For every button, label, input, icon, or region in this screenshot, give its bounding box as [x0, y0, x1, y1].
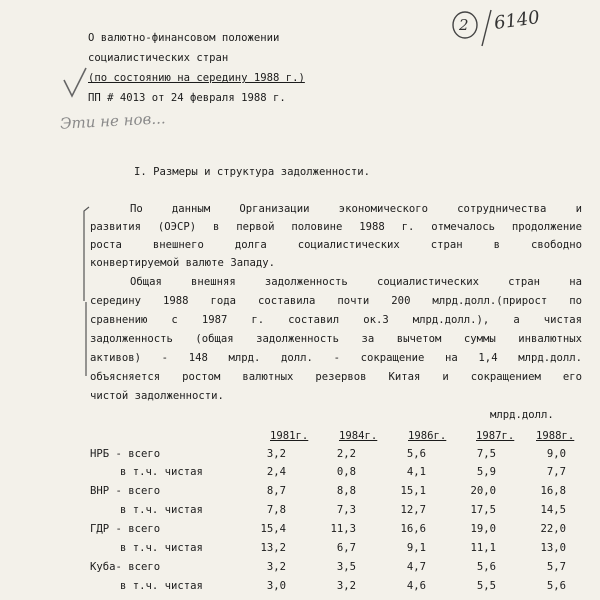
table-cell: 7,3: [336, 504, 356, 516]
table-cell: 4,7: [406, 561, 426, 573]
table-cell: 20,0: [470, 485, 496, 497]
table-cell: 11,3: [330, 523, 356, 535]
table-cell: 7,7: [546, 466, 566, 478]
table-cell: 6,7: [336, 542, 356, 554]
p2-line-7: чистой задолженности.: [90, 390, 224, 402]
row-label-vnr-total: ВНР - всего: [90, 485, 161, 497]
table-unit: млрд.долл.: [490, 409, 554, 421]
p2-line-4: задолженность (общая задолженность за вычетом суммы инвалютных: [90, 333, 582, 345]
table-cell: 12,7: [400, 504, 426, 516]
table-cell: 7,5: [476, 448, 496, 460]
col-header-1987: 1987г.: [476, 430, 515, 442]
table-cell: 8,7: [266, 485, 286, 497]
col-header-1984: 1984г.: [339, 430, 378, 442]
archive-code: 6140: [492, 6, 542, 35]
table-cell: 14,5: [540, 504, 566, 516]
table-cell: 9,0: [546, 448, 566, 460]
table-cell: 5,6: [546, 580, 566, 592]
row-label-nrb-total: НРБ - всего: [90, 448, 161, 460]
doc-title-line-2: социалистических стран: [88, 52, 229, 64]
table-cell: 4,6: [406, 580, 426, 592]
p2-line-5: активов) - 148 млрд. долл. - сокращение на 1,4 млрд.долл.: [90, 352, 582, 364]
table-cell: 3,0: [266, 580, 286, 592]
table-cell: 7,8: [266, 504, 286, 516]
table-cell: 8,8: [336, 485, 356, 497]
row-label-gdr-net: в т.ч. чистая: [120, 542, 203, 554]
col-header-1988: 1988г.: [536, 430, 575, 442]
table-cell: 19,0: [470, 523, 496, 535]
table-cell: 5,7: [546, 561, 566, 573]
row-label-nrb-net: в т.ч. чистая: [120, 466, 203, 478]
table-cell: 13,2: [260, 542, 286, 554]
checkmark-icon: [60, 66, 90, 102]
table-cell: 9,1: [406, 542, 426, 554]
p1-line-3: роста внешнего долга социалистических стран в свободно: [90, 239, 582, 251]
p1-line-2: развития (ОЭСР) в первой половине 1988 г. отмечалось продолжение: [90, 221, 582, 233]
table-cell: 15,4: [260, 523, 286, 535]
table-cell: 13,0: [540, 542, 566, 554]
table-cell: 2,2: [336, 448, 356, 460]
margin-note: Эти не нов...: [59, 109, 167, 133]
doc-title-line-1: О валютно-финансовом положении: [88, 32, 280, 44]
section-heading: I. Размеры и структура задолженности.: [134, 166, 370, 178]
table-cell: 3,2: [266, 561, 286, 573]
p1-line-1: По данным Организации экономического сотрудничества и: [130, 203, 582, 215]
table-cell: 11,1: [470, 542, 496, 554]
archive-number: 2: [459, 16, 469, 34]
table-cell: 5,5: [476, 580, 496, 592]
table-cell: 17,5: [470, 504, 496, 516]
col-header-1981: 1981г.: [270, 430, 309, 442]
p1-line-4: конвертируемой валюте Западу.: [90, 257, 275, 269]
table-cell: 5,6: [406, 448, 426, 460]
table-cell: 16,6: [400, 523, 426, 535]
table-cell: 3,2: [266, 448, 286, 460]
table-cell: 5,6: [476, 561, 496, 573]
col-header-1986: 1986г.: [408, 430, 447, 442]
table-cell: 5,9: [476, 466, 496, 478]
row-label-gdr-total: ГДР - всего: [90, 523, 161, 535]
row-label-cuba-total: Куба- всего: [90, 561, 161, 573]
table-cell: 3,5: [336, 561, 356, 573]
p2-line-2: середину 1988 года составила почти 200 млрд.долл.(прирост по: [90, 295, 582, 307]
p2-line-3: сравнению с 1987 г. составил ок.3 млрд.долл.), а чистая: [90, 314, 582, 326]
p2-line-1: Общая внешняя задолженность социалистических стран на: [130, 276, 582, 288]
doc-title-line-3: (по состоянию на середину 1988 г.): [88, 72, 305, 84]
table-cell: 2,4: [266, 466, 286, 478]
margin-bracket-1: [80, 205, 92, 305]
table-cell: 22,0: [540, 523, 566, 535]
row-label-cuba-net: в т.ч. чистая: [120, 580, 203, 592]
table-cell: 4,1: [406, 466, 426, 478]
doc-reference: ПП # 4013 от 24 февраля 1988 г.: [88, 92, 286, 104]
table-cell: 16,8: [540, 485, 566, 497]
p2-line-6: объясняется ростом валютных резервов Китая и сокращением его: [90, 371, 582, 383]
table-cell: 0,8: [336, 466, 356, 478]
row-label-vnr-net: в т.ч. чистая: [120, 504, 203, 516]
table-cell: 3,2: [336, 580, 356, 592]
table-cell: 15,1: [400, 485, 426, 497]
